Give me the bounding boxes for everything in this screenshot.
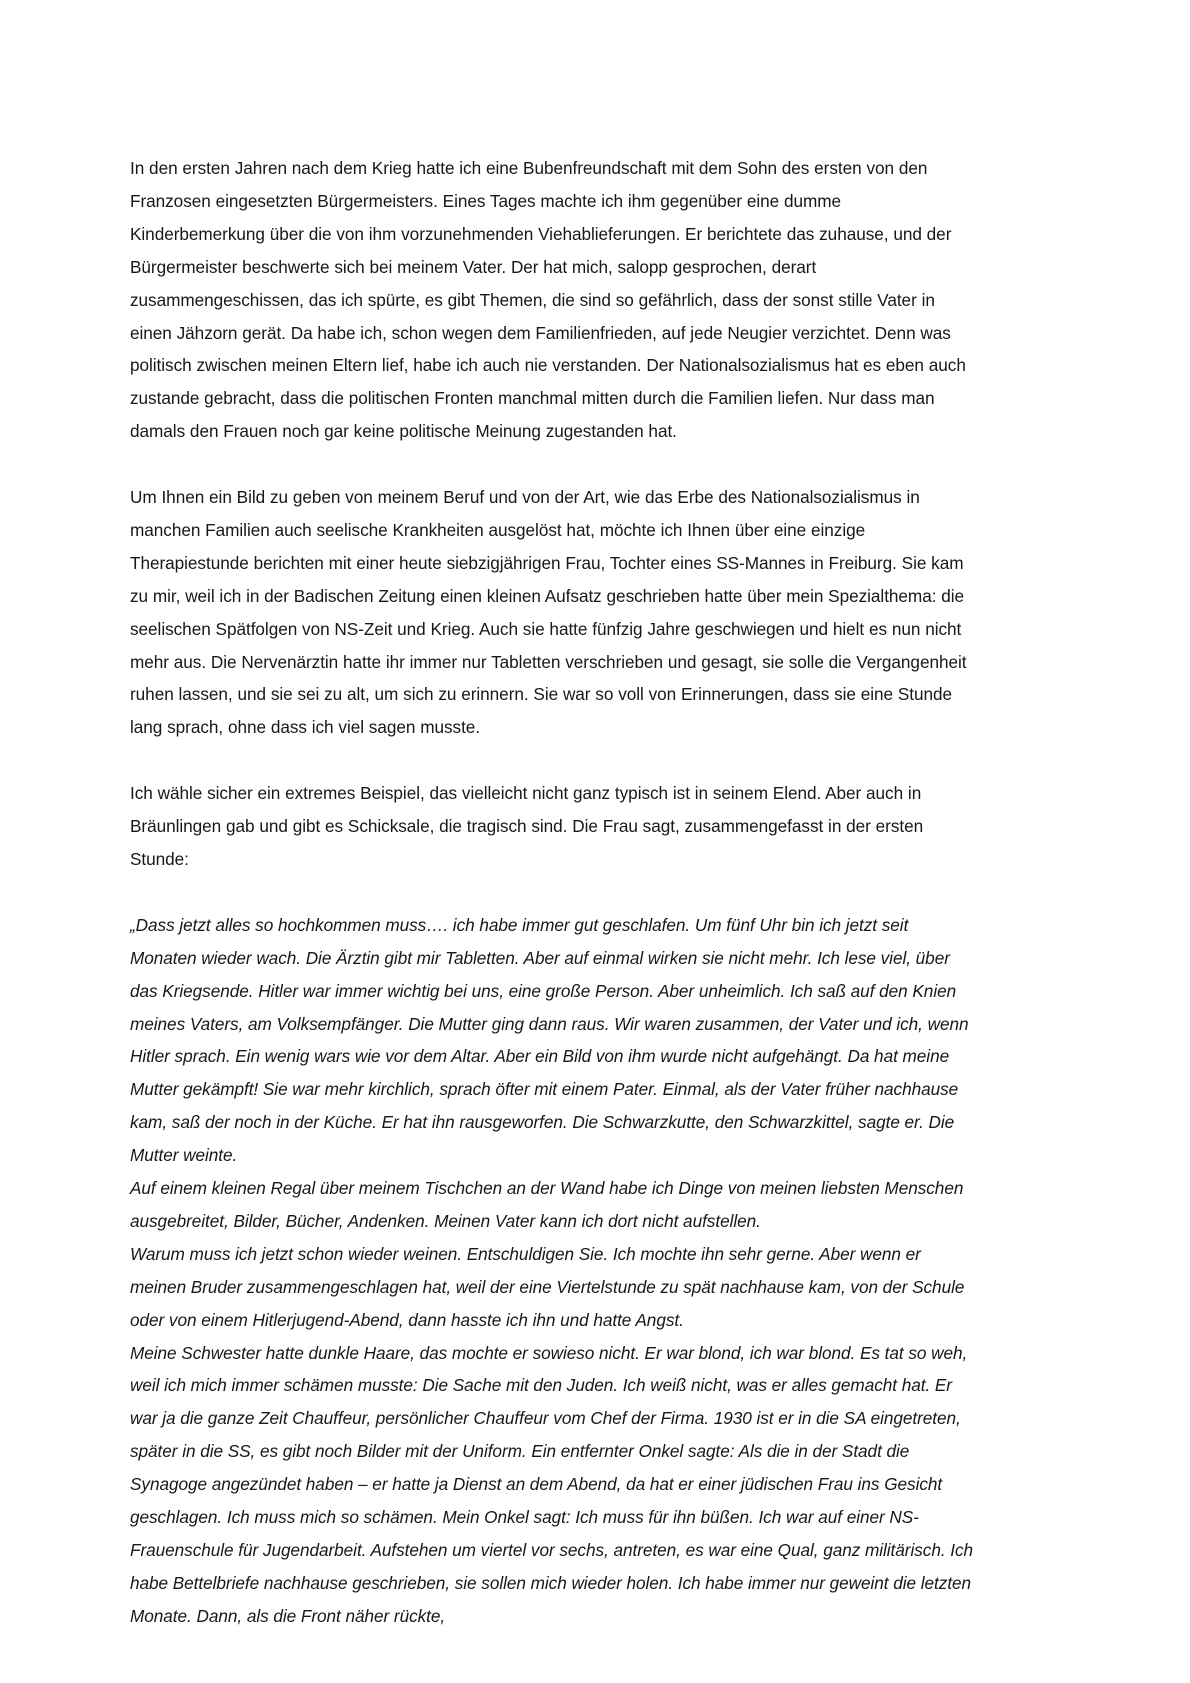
body-paragraph-3: Ich wähle sicher ein extremes Beispiel, das vielleicht nicht ganz typisch ist in seinem Elend. Aber auch in Bräunlingen gab und gibt es Schicksale, die tragisch sind. Die Frau sagt, zusammengefasst in der ersten Stunde: xyxy=(130,783,924,869)
patient-quote-block xyxy=(130,909,976,1633)
quote-paragraph-1: „Dass jetzt alles so hochkommen muss…. ich habe immer gut geschlafen. Um fünf Uhr bin ich jetzt seit Monaten wieder wach. Die Ärztin gibt mir Tabletten. Aber auf einmal wirken sie nicht mehr. Ich lese viel, über das Kriegsende. Hitler war immer wichtig bei uns, eine große Person. Aber unheimlich. Ich saß auf den Knien meines Vaters, am Volksempfänger. Die Mutter ging dann raus. Wir waren zusammen, der Vater und ich, wenn Hitler sprach. Ein wenig wars wie vor dem Altar. Aber ein Bild von ihm wurde nicht aufgehängt. Da hat meine Mutter gekämpft! Sie war mehr kirchlich, sprach öfter mit einem Pater. Einmal, als der Vater früher nachhause kam, saß der noch in der Küche. Er hat ihn rausgeworfen. Die Schwarzkutte, den Schwarzkittel, sagte er. Die Mutter weinte. xyxy=(130,914,969,1166)
document-text-column xyxy=(130,152,976,1633)
quote-paragraph-2: Auf einem kleinen Regal über meinem Tischchen an der Wand habe ich Dinge von meinen liebsten Menschen ausgebreitet, Bilder, Bücher, Andenken. Meinen Vater kann ich dort nicht aufstellen. xyxy=(130,1178,964,1231)
body-paragraph-2: Um Ihnen ein Bild zu geben von meinem Beruf und von der Art, wie das Erbe des Nationalsozialismus in manchen Familien auch seelische Krankheiten ausgelöst hat, möchte ich Ihnen über eine einzige Therapiestunde berichten mit einer heute siebzigjährigen Frau, Tochter eines SS-Mannes in Freiburg. Sie kam zu mir, weil ich in der Badischen Zeitung einen kleinen Aufsatz geschrieben hatte über mein Spezialthema: die seelischen Spätfolgen von NS-Zeit und Krieg. Auch sie hatte fünfzig Jahre geschwiegen und hielt es nun nicht mehr aus. Die Nervenärztin hatte ihr immer nur Tabletten verschrieben und gesagt, sie solle die Vergangenheit ruhen lassen, und sie sei zu alt, um sich zu erinnern. Sie war so voll von Erinnerungen, dass sie eine Stunde lang sprach, ohne dass ich viel sagen musste. xyxy=(130,487,967,738)
quote-paragraph-3: Warum muss ich jetzt schon wieder weinen. Entschuldigen Sie. Ich mochte ihn sehr gerne. Aber wenn er meinen Bruder zusammengeschlagen hat, weil der eine Viertelstunde zu spät nachhause kam, von der Schule oder von einem Hitlerjugend-Abend, dann hasste ich ihn und hatte Angst. xyxy=(130,1243,965,1330)
body-paragraph-1: In den ersten Jahren nach dem Krieg hatte ich eine Bubenfreundschaft mit dem Sohn des ersten von den Franzosen eingesetzten Bürgermeisters. Eines Tages machte ich ihm gegenüber eine dumme Kinderbemerkung über die von ihm vorzunehmenden Viehablieferungen. Er berichtete das zuhause, und der Bürgermeister beschwerte sich bei meinem Vater. Der hat mich, salopp gesprochen, derart zusammengeschissen, das ich spürte, es gibt Themen, die sind so gefährlich, dass der sonst stille Vater in einen Jähzorn gerät. Da habe ich, schon wegen dem Familienfrieden, auf jede Neugier verzichtet. Denn was politisch zwischen meinen Eltern lief, habe ich auch nie verstanden. Der Nationalsozialismus hat es eben auch zustande gebracht, dass die politischen Fronten manchmal mitten durch die Familien liefen. Nur dass man damals den Frauen noch gar keine politische Meinung zugestanden hat. xyxy=(130,158,966,442)
quote-paragraph-4: Meine Schwester hatte dunkle Haare, das mochte er sowieso nicht. Er war blond, ich war blond. Es tat so weh, weil ich mich immer schämen musste: Die Sache mit den Juden. Ich weiß nicht, was er alles gemacht hat. Er war ja die ganze Zeit Chauffeur, persönlicher Chauffeur vom Chef der Firma. 1930 ist er in die SA eingetreten, später in die SS, es gibt noch Bilder mit der Uniform. Ein entfernter Onkel sagte: Als die in der Stadt die Synagoge angezündet haben – er hatte ja Dienst an dem Abend, da hat er einer jüdischen Frau ins Gesicht geschlagen. Ich muss mich so schämen. Mein Onkel sagt: Ich muss für ihn büßen. Ich war auf einer NS-Frauenschule für Jugendarbeit. Aufstehen um viertel vor sechs, antreten, es war eine Qual, ganz militärisch. Ich habe Bettelbriefe nachhause geschrieben, sie sollen mich wieder holen. Ich habe immer nur geweint die letzten Monate. Dann, als die Front näher rückte, xyxy=(130,1342,974,1626)
